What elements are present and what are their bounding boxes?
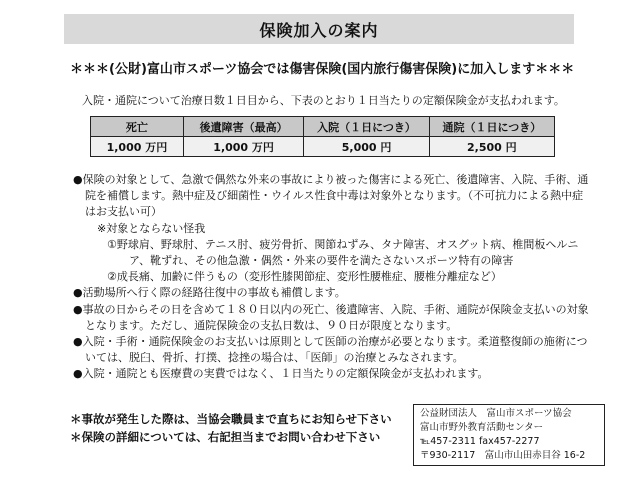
header-disability: 後遺障害（最高） xyxy=(183,117,304,137)
note-coverage: ●保険の対象として、急激で偶然な外来の事故により被った傷害による死亡、後遺障害、入院、手術、通院を補償します。熱中症及び細菌性・ウイルス性食中毒は対象外となります。（不可抗力による熱中症はお支払い可） xyxy=(73,173,589,219)
footer-instructions xyxy=(70,410,410,446)
page-title: 保険加入の案内 xyxy=(259,20,379,40)
note-excluded-2: ②成長痛、加齢に伴うもの（変形性膝関節症、変形性腰椎症、腰椎分離症など） xyxy=(107,270,502,284)
contact-address: 〒930-2117 富山市山田赤目谷 16-2 xyxy=(420,450,586,461)
note-excluded-1: ①野球肩、野球肘、テニス肘、疲労骨折、関節ねずみ、タナ障害、オスグット病、椎間板ヘルニア、靴ずれ、その他急激・偶然・外来の要件を満たさないスポーツ特有の障害 xyxy=(107,237,579,268)
subtitle: ＊＊＊(公財)富山市スポーツ協会では傷害保険(国内旅行傷害保険)に加入します＊＊＊ xyxy=(70,62,575,77)
contact-center: 富山市野外教育活動センター xyxy=(420,422,544,433)
lead-text: 入院・通院について治療日数１日目から、下表のとおり１日当たりの定額保険金が支払われます。 xyxy=(82,94,565,107)
value-death: 1,000 万円 xyxy=(91,137,184,157)
contact-phone: ℡457-2311 fax457-2277 xyxy=(420,436,540,447)
contact-org: 公益財団法人 富山市スポーツ協会 xyxy=(420,408,572,419)
note-fixed-amount: ●入院・通院とも医療費の実費ではなく、１日当たりの定額保険金が支払われます。 xyxy=(73,367,489,381)
value-disability: 1,000 万円 xyxy=(183,137,304,157)
note-doctor: ●入院・手術・通院保険金のお支払いは原則として医師の治療が必要となります。柔道整復師の施術については、脱臼、骨折、打撲、捻挫の場合は、「医師」の治療とみなされます。 xyxy=(73,335,588,365)
footer-line-2: ＊保険の詳細については、右記担当までお問い合わせ下さい xyxy=(70,430,381,444)
header-death: 死亡 xyxy=(91,117,184,137)
header-hospital: 入院（１日につき） xyxy=(304,117,429,137)
benefit-table xyxy=(90,116,555,157)
value-hospital: 5,000 円 xyxy=(304,137,429,157)
contact-box xyxy=(413,404,605,466)
notes-list xyxy=(73,172,593,383)
footer-line-1: ＊事故が発生した際は、当協会職員まで直ちにお知らせ下さい xyxy=(70,412,392,426)
value-outpatient: 2,500 円 xyxy=(429,137,554,157)
note-period: ●事故の日からその日を含めて１８０日以内の死亡、後遺障害、入院、手術、通院が保険金支払いの対象となります。ただし、通院保険金の支払日数は、９０日が限度となります。 xyxy=(73,302,589,332)
table-header-row xyxy=(91,117,555,137)
title-banner xyxy=(64,14,574,44)
note-commute: ●活動場所へ行く際の経路往復中の事故も補償します。 xyxy=(73,286,346,300)
table-row xyxy=(91,137,555,157)
note-excluded-heading: ※対象とならない怪我 xyxy=(97,221,206,235)
header-outpatient: 通院（１日につき） xyxy=(429,117,554,137)
